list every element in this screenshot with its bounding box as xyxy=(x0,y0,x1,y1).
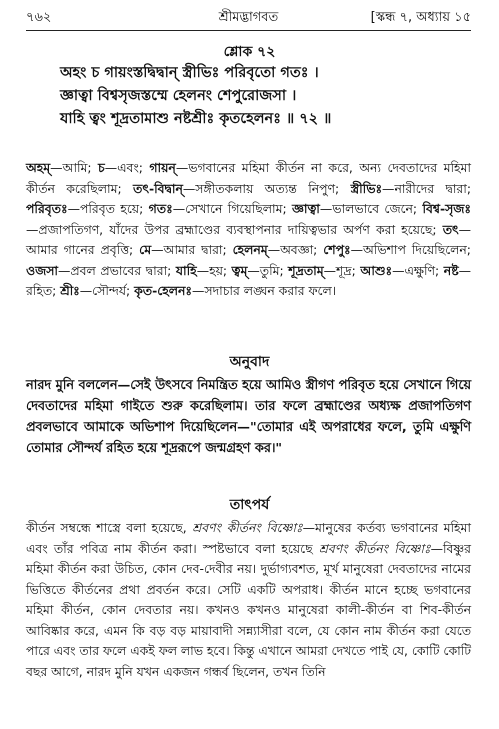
verse-line: যাহি ত্বং শূদ্রতামাশু নষ্টশ্রীঃ কৃতহেলনঃ ॥ ৭২ ॥ xyxy=(60,111,332,127)
word-meaning: ভগবানের মহিমা কীর্তন না করে, অন্য দেবতাদের মহিমা কীর্তন করেছিলাম; xyxy=(26,160,471,196)
word-meaning: শূদ্র; xyxy=(336,262,361,278)
sanskrit-word: তৎ-বিদ্বান্‌ xyxy=(133,180,183,196)
word-meaning: এবং; xyxy=(117,160,150,175)
sanskrit-word: হেলনম্‌ xyxy=(232,242,268,257)
dash-separator: — xyxy=(247,262,260,278)
sanskrit-word: গায়ন্‌ xyxy=(149,160,176,175)
purport-quote: শ্রবণং কীর্তনং বিষ্ণোঃ xyxy=(192,520,303,535)
sanskrit-word: নষ্ট xyxy=(443,262,459,278)
word-meaning: প্রবল প্রভাবের দ্বারা; xyxy=(70,262,176,278)
dash-separator: — xyxy=(172,201,186,216)
dash-separator: — xyxy=(50,160,63,175)
dash-separator: — xyxy=(458,221,471,237)
sanskrit-word: মে xyxy=(139,242,152,257)
sanskrit-word: পরিবৃতঃ xyxy=(26,201,68,216)
purport-heading: তাৎপর্য xyxy=(229,497,270,513)
verse-line: জ্ঞাত্বা বিশ্বসৃজস্তম্মে হেলনং শেপুরোজসা । xyxy=(60,88,297,104)
word-meaning: পরিবৃত হয়ে; xyxy=(79,201,149,216)
purport-text-part: —বিষ্ণুর মহিমা কীর্তন করা উচিত, কোন দেব-দেবীর নয়। দুর্ভাগ্যবশত, মূর্খ মানুষেরা দেবতাদের নামের ভিত্তিতে কীর্তনের প্রথা প্রবর্তন করে। সেটি একটি অপরাধ। কীর্তন মানে হচ্ছে ভগবানের মহিমা কীর্তন, কোন দেবতার নয়। কখনও কখনও মানুষেরা কালী-কীর্তন বা শিব-কীর্তন আবিষ্কার করে, এমন কি বড় বড় মায়াবাদী সন্ন্যাসীরা বলে, যে কোন নাম কীর্তন করা যেতে পারে এবং তার ফলে একই ফল লাভ হবে। কিন্তু এখানে আমরা দেখতে পাই যে, কোটি কোটি বছর আগে, নারদ মুনি যখন একজন গন্ধর্ব ছিলেন, তখন তিনি xyxy=(26,540,471,679)
dash-separator: — xyxy=(319,201,333,216)
dash-separator: — xyxy=(267,242,281,257)
sanskrit-word: ওজসা xyxy=(26,262,58,278)
dash-separator: — xyxy=(382,180,395,196)
word-meaning: ভালভাবে জেনে; xyxy=(332,201,423,216)
word-meaning: রহিত; xyxy=(26,283,61,298)
purport-quote: শ্রবণং কীর্তনং বিষ্ণোঃ xyxy=(318,540,431,556)
word-meaning: নারীদের দ্বারা; xyxy=(394,180,471,196)
section-reference: [স্কন্ধ ৭, অধ্যায় ১৫ xyxy=(370,10,471,25)
sanskrit-word: আশুঃ xyxy=(360,262,393,278)
sanskrit-word: শূদ্রতাম্‌ xyxy=(288,262,324,278)
sanskrit-word: জ্ঞাত্বা xyxy=(292,201,320,216)
dash-separator: — xyxy=(392,262,405,278)
word-meaning: অবজ্ঞা; xyxy=(280,242,324,257)
word-meaning: আমার গানের প্রবৃত্তি; xyxy=(26,242,140,257)
purport-text-part: —মানুষের কর্তব্য ভগবানের মহিমা এবং তাঁর পবিত্র নাম কীর্তন করা। স্পষ্টভাবে বলা হয়েছে xyxy=(26,520,471,556)
dash-separator: — xyxy=(104,160,118,175)
book-title: শ্রীমদ্ভাগবত xyxy=(218,10,279,25)
translation-heading: অনুবাদ xyxy=(229,354,270,370)
sanskrit-word: কৃত-হেলনঃ xyxy=(134,283,193,298)
header-divider xyxy=(26,30,471,31)
sanskrit-word: শেপুঃ xyxy=(323,242,351,257)
word-meaning: সঙ্গীতকলায় অত্যন্ত নিপুণ; xyxy=(195,180,351,196)
dash-separator: — xyxy=(458,262,472,278)
word-for-word-meanings xyxy=(26,158,471,302)
dash-separator: — xyxy=(79,283,93,298)
sanskrit-verse xyxy=(60,62,471,131)
dash-separator: — xyxy=(175,160,189,175)
dash-separator: — xyxy=(67,201,80,216)
dash-separator: — xyxy=(26,221,39,237)
word-meaning: আমার দ্বারা; xyxy=(163,242,233,257)
dash-separator: — xyxy=(350,242,364,257)
page-number: ৭৬২ xyxy=(26,10,52,25)
sanskrit-word: তৎ xyxy=(442,221,459,237)
word-meaning: এক্ষুণি; xyxy=(404,262,444,278)
word-meaning: সৌন্দর্য; xyxy=(92,283,135,298)
verse-label: শ্লোক ৭২ xyxy=(223,44,276,60)
purport-text xyxy=(26,518,471,682)
dash-separator: — xyxy=(323,262,337,278)
word-meaning: হয়; xyxy=(209,262,232,278)
sanskrit-word: গতঃ xyxy=(148,201,173,216)
word-meaning: অভিশাপ দিয়েছিলেন; xyxy=(363,242,471,257)
word-meaning: সেখানে গিয়েছিলাম; xyxy=(185,201,293,216)
dash-separator: — xyxy=(57,262,71,278)
page-header xyxy=(26,8,471,30)
word-meaning: তুমি; xyxy=(259,262,289,278)
word-meaning: প্রজাপতিগণ, যাঁদের উপর ব্রহ্মাণ্ডের ব্যবস্থাপনার দায়িত্বভার অর্পণ করা হয়েছে; xyxy=(38,221,443,237)
sanskrit-word: ত্বম্‌ xyxy=(231,262,248,278)
dash-separator: — xyxy=(151,242,164,257)
verse-line: অহং চ গায়ংস্তদ্বিদ্বান্‌ স্ত্রীভিঃ পরিবৃতো গতঃ । xyxy=(60,65,319,81)
sanskrit-word: চ xyxy=(98,160,105,175)
sanskrit-word: অহম্‌ xyxy=(26,160,51,175)
dash-separator: — xyxy=(192,283,205,298)
sanskrit-word: স্ত্রীভিঃ xyxy=(350,180,383,196)
sanskrit-word: শ্রীঃ xyxy=(60,283,80,298)
translation-text: নারদ মুনি বললেন—সেই উৎসবে নিমন্ত্রিত হয়ে আমিও স্ত্রীগণ পরিবৃত হয়ে সেখানে গিয়ে দেবতাদের মহিমা গাইতে শুরু করেছিলাম। তার ফলে ব্রহ্মাণ্ডের অধ্যক্ষ প্রজাপতিগণ প্রবলভাবে আমাকে অভিশাপ দিয়েছিলেন—"তোমার এই অপরাধের ফলে, তুমি এক্ষুণি তোমার সৌন্দর্য রহিত হয়ে শূদ্ররূপে জন্মগ্রহণ কর।" xyxy=(26,378,471,456)
sanskrit-word: বিশ্ব-সৃজঃ xyxy=(422,201,471,216)
sanskrit-word: যাহি xyxy=(175,262,197,278)
word-meaning: সদাচার লঙ্ঘন করার ফলে। xyxy=(204,283,337,298)
dash-separator: — xyxy=(196,262,210,278)
word-meaning: আমি; xyxy=(62,160,99,175)
dash-separator: — xyxy=(182,180,196,196)
purport-text-part: কীর্তন সম্বন্ধে শাস্ত্রে বলা হয়েছে, xyxy=(26,520,193,535)
